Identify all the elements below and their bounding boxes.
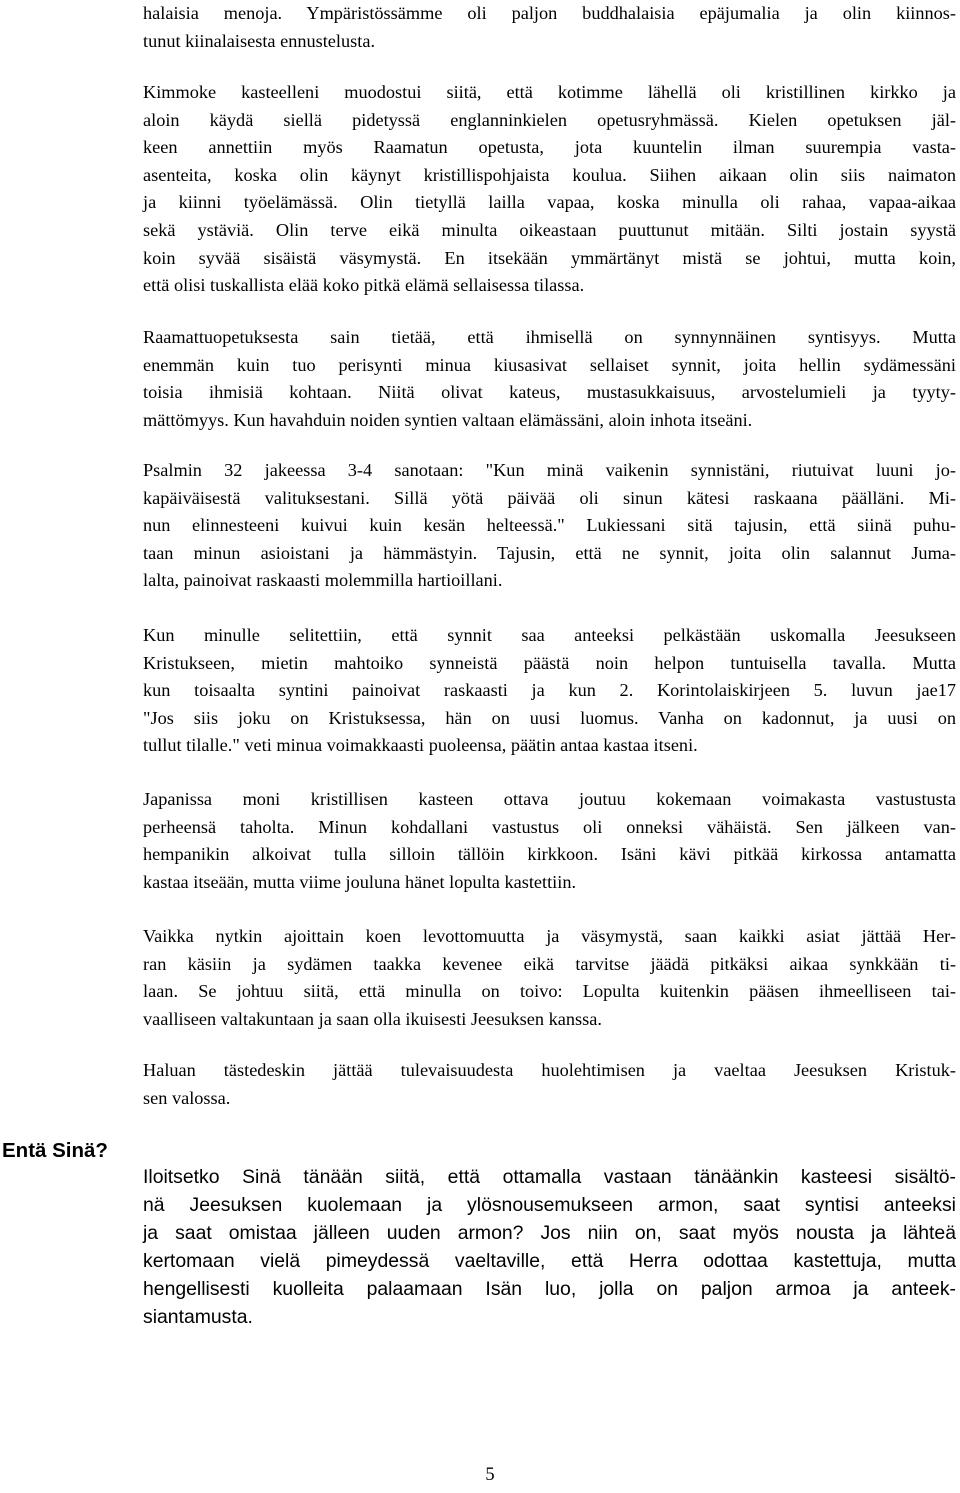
text-line: taan minun asioistani ja hämmästyin. Tajusin, että ne synnit, joita olin salannut Juma- <box>143 542 956 563</box>
text-line: "Jos siis joku on Kristuksessa, hän on uusi luomus. Vanha on kadonnut, ja uusi on <box>143 707 956 728</box>
text-line: ran käsiin ja sydämen taakka kevenee eikä tarvitse jäädä pitkäksi aikaa synkkään ti- <box>143 953 956 974</box>
text-line: tunut kiinalaisesta ennustelusta. <box>143 30 376 51</box>
text-line: kertomaan vielä pimeydessä vaeltaville, että Herra odottaa kastettuja, mutta <box>143 1249 956 1272</box>
paragraph-8 <box>143 1057 956 1112</box>
text-line: sen valossa. <box>143 1087 231 1108</box>
text-line: halaisia menoja. Ympäristössämme oli paljon buddhalaisia epäjumalia ja olin kiinnos- <box>143 3 956 23</box>
text-line: tullut tilalle." veti minua voimakkaasti puoleensa, päätin antaa kastaa itseni. <box>143 735 698 756</box>
text-line: nä Jeesuksen kuolemaan ja ylösnousemukseen armon, saat syntisi anteeksi <box>143 1193 956 1216</box>
text-line: kastaa itseään, mutta viime jouluna hänet lopulta kastettiin. <box>143 871 577 892</box>
text-line: Iloitsetko Sinä tänään siitä, että ottamalla vastaan tänäänkin kasteesi sisältö- <box>143 1166 956 1188</box>
text-line: Haluan tästedeskin jättää tulevaisuudesta huolehtimisen ja vaeltaa Jeesuksen Kristuk- <box>143 1060 956 1080</box>
text-line: koin syvää sisäistä väsymystä. En itsekään ymmärtänyt mistä se johtui, mutta koin, <box>143 247 956 268</box>
paragraph-5 <box>143 622 956 760</box>
text-line: Kimmoke kasteelleni muodostui siitä, että kotimme lähellä oli kristillinen kirkko ja <box>143 82 956 102</box>
text-line: ja saat omistaa jälleen uuden armon? Jos niin on, saat myös nousta ja lähteä <box>143 1221 956 1244</box>
text-line: lalta, painoivat raskaasti molemmilla hartioillani. <box>143 570 503 591</box>
text-line: perheensä taholta. Minun kohdallani vastustus oli onneksi vähäistä. Sen jälkeen van- <box>143 816 956 837</box>
page-number: 5 <box>485 1465 495 1485</box>
text-line: nun elinnesteeni kuivui kuin kesän helteessä." Lukiessani sitä tajusin, että siinä puhu- <box>143 515 956 536</box>
text-line: Vaikka nytkin ajoittain koen levottomuutta ja väsymystä, saan kaikki asiat jättää Her- <box>143 926 956 946</box>
text-line: sekä ystäviä. Olin terve eikä minulta oikeastaan puuttunut mitään. Silti jostain syystä <box>143 219 956 240</box>
text-line: mättömyys. Kun havahduin noiden syntien valtaan elämässäni, aloin inhota itseäni. <box>143 409 753 430</box>
paragraph-1 <box>143 0 956 55</box>
text-line: aloin käydä siellä pidetyssä englanninkielen opetusryhmässä. Kielen opetuksen jäl- <box>143 109 956 130</box>
paragraph-7 <box>143 923 956 1033</box>
text-line: kapäiväisestä valituksestani. Sillä yötä päivää oli sinun kätesi raskaana päälläni. Mi- <box>143 487 956 508</box>
text-line: siantamusta. <box>143 1305 253 1328</box>
paragraph-2 <box>143 79 956 300</box>
text-line: Raamattuopetuksesta sain tietää, että ihmisellä on synnynnäinen syntisyys. Mutta <box>143 327 956 347</box>
closing-paragraph <box>143 1164 956 1331</box>
text-line: vaalliseen valtakuntaan ja saan olla ikuisesti Jeesuksen kanssa. <box>143 1008 602 1029</box>
text-line: Japanissa moni kristillisen kasteen ottava joutuu kokemaan voimakasta vastustusta <box>143 789 956 809</box>
text-line: enemmän kuin tuo perisynti minua kiusasivat sellaiset synnit, joita hellin sydämessäni <box>143 354 956 375</box>
paragraph-3 <box>143 324 956 434</box>
text-line: kun toisaalta syntini painoivat raskaasti ja kun 2. Korintolaiskirjeen 5. luvun jae17 <box>143 680 956 701</box>
text-line: toisia ihmisiä kohtaan. Niitä olivat kateus, mustasukkaisuus, arvostelumieli ja tyyty- <box>143 382 956 403</box>
text-line: Psalmin 32 jakeessa 3-4 sanotaan: "Kun minä vaikenin synnistäni, riutuivat luuni jo- <box>143 460 956 480</box>
text-line: asenteita, koska olin käynyt kristillispohjaista koulua. Siihen aikaan olin siis naimaton <box>143 164 956 185</box>
paragraph-6 <box>143 786 956 896</box>
text-line: keen annettiin myös Raamatun opetusta, jota kuuntelin ilman suurempia vasta- <box>143 137 956 158</box>
text-line: ja kiinni työelämässä. Olin tietyllä lailla vapaa, koska minulla oli rahaa, vapaa-aikaa <box>143 192 956 213</box>
text-line: laan. Se johtuu siitä, että minulla on toivo: Lopulta kuitenkin pääsen ihmeelliseen tai- <box>143 981 956 1002</box>
section-heading: Entä Sinä? <box>2 1139 108 1162</box>
text-line: Kristukseen, mietin mahtoiko synneistä päästä noin helpon tuntuisella tavalla. Mutta <box>143 652 956 673</box>
text-line: hengellisesti kuolleita palaamaan Isän luo, jolla on paljon armoa ja anteek- <box>143 1277 956 1300</box>
text-line: Kun minulle selitettiin, että synnit saa anteeksi pelkästään uskomalla Jeesukseen <box>143 625 956 645</box>
paragraph-4 <box>143 457 956 595</box>
text-line: että olisi tuskallista elää koko pitkä elämä sellaisessa tilassa. <box>143 275 585 296</box>
text-line: hempanikin alkoivat tulla silloin tällöin kirkkoon. Isäni kävi pitkää kirkossa antamatta <box>143 844 956 865</box>
